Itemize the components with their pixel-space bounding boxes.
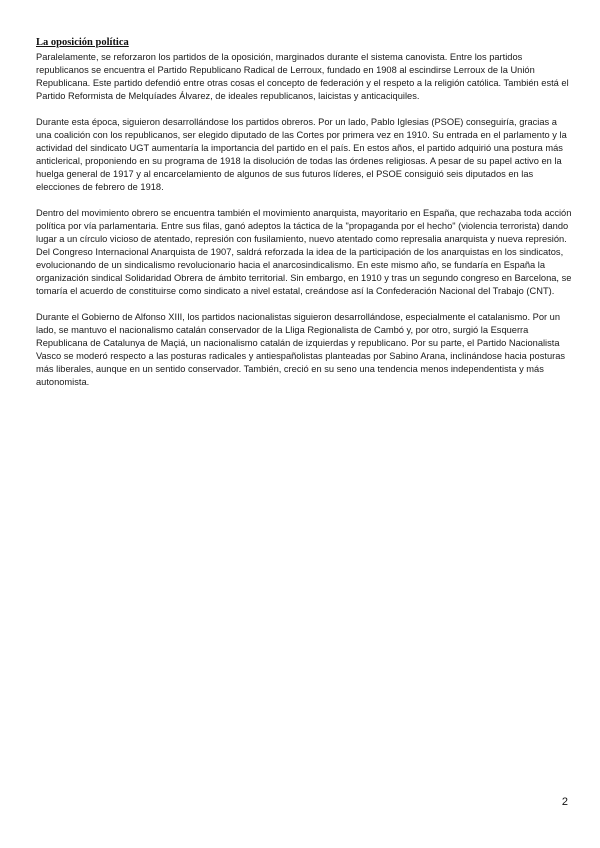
paragraph-opposition-parties: Paralelamente, se reforzaron los partidos de la oposición, marginados durante el sistema canovista. Entre los partidos republicanos se encuentra el Partido Republicano Radical de Lerroux, fundado en 1908 al escindirse Lerroux de la Unión Republicana. Este partido defendió entre otras cosas el concepto de federación y el respeto a la religión católica. También está el Partido Reformista de Melquíades Álvarez, de ideales republicanos, laicistas y anticaciquiles.	[36, 52, 569, 101]
paragraph-workers-parties: Durante esta época, siguieron desarrollándose los partidos obreros. Por un lado, Pablo Iglesias (PSOE) conseguiría, gracias a una coalición con los republicanos, ser elegido diputado de las Cortes por primera vez en 1910. Su entrada en el parlamento y la actividad del sindicato UGT aumentaría la importancia del partido en el país. En estos años, el partido adquirió una postura más anticlerical, proponiendo en su programa de 1918 la disolución de todas las órdenes religiosas. A pesar de su papel activo en la huelga general de 1917 y al encarcelamiento de algunos de sus futuros líderes, el PSOE consiguió seis diputados en las elecciones de febrero de 1918.	[36, 117, 567, 192]
paragraph-anarchist-movement: Dentro del movimiento obrero se encuentra también el movimiento anarquista, mayoritario en España, que rechazaba toda acción política por vía parlamentaria. Entre sus filas, ganó adeptos la táctica de la "propaganda por el hecho" (violencia terrorista) dando lugar a un círculo vicioso de atentado, represión con fusilamiento, nuevo atentado como represalia anarquista y nueva represión. Del Congreso Internacional Anarquista de 1907, saldrá reforzada la idea de la participación de los anarquistas en los sindicatos, evolucionando de un sindicalismo revolucionario hacia el anarcosindicalismo. En este mismo año, se fundaría en España la organización sindical Solidaridad Obrera de ámbito territorial. Sin embargo, en 1910 y tras un segundo congreso en Barcelona, se tomaría el acuerdo de constituirse como sindicato a nivel estatal, creándose así la Confederación Nacional del Trabajo (CNT).	[36, 208, 572, 296]
page-number: 2	[561, 796, 568, 808]
document-content	[36, 36, 572, 402]
section-title: La oposición política	[36, 37, 129, 48]
paragraph-nationalist-parties: Durante el Gobierno de Alfonso XIII, los partidos nacionalistas siguieron desarrollándose, especialmente el catalanismo. Por un lado, se mantuvo el nacionalismo catalán conservador de la Lliga Regionalista de Cambó y, por otro, surgió la Esquerra Republicana de Catalunya de Maçiá, un nacionalismo catalán de izquierdas y republicano. Por su parte, el Partido Nacionalista Vasco se moderó respecto a las posturas radicales y antiespañolistas planteadas por Sabino Arana, inclinándose hacia posturas más liberales, aunque en un sentido conservador. También, creció en su seno una tendencia menos independentista y más autonomista.	[36, 312, 566, 387]
